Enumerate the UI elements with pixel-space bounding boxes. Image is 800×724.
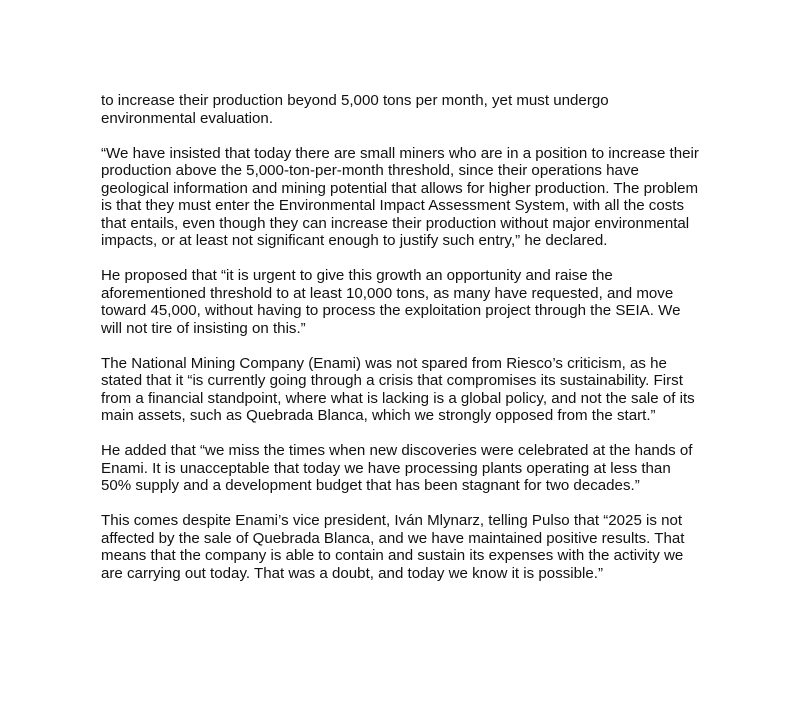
- paragraph-6: This comes despite Enami’s vice president, Iván Mlynarz, telling Pulso that “2025 is not affected by the sale of Quebrada Blanca, and we have maintained positive results. That means that the company is able to contain and sustain its expenses with the activity we are carrying out today. That was a doubt, and today we know it is possible.”: [101, 512, 685, 582]
- paragraph-3: He proposed that “it is urgent to give this growth an opportunity and raise the aforementioned threshold to at least 10,000 tons, as many have requested, and move toward 45,000, without having to process the exploitation project through the SEIA. We will not tire of insisting on this.”: [101, 267, 681, 337]
- paragraph-5: He added that “we miss the times when new discoveries were celebrated at the hands of Enami. It is unacceptable that today we have processing plants operating at less than 50% supply and a development budget that has been stagnant for two decades.”: [101, 442, 693, 494]
- paragraph-4: The National Mining Company (Enami) was not spared from Riesco’s criticism, as he stated that it “is currently going through a crisis that compromises its sustainability. First from a financial standpoint, where what is lacking is a global policy, and not the sale of its main assets, such as Quebrada Blanca, which we strongly opposed from the start.”: [101, 354, 695, 424]
- document-body: [101, 92, 703, 600]
- paragraph-2: “We have insisted that today there are small miners who are in a position to increase their production above the 5,000-ton-per-month threshold, since their operations have geological information and mining potential that allows for higher production. The problem is that they must enter the Environmental Impact Assessment System, with all the costs that entails, even though they can increase their production without major environmental impacts, or at least not significant enough to justify such entry,” he declared.: [101, 144, 699, 249]
- paragraph-1: to increase their production beyond 5,000 tons per month, yet must undergo environmental evaluation.: [101, 92, 609, 127]
